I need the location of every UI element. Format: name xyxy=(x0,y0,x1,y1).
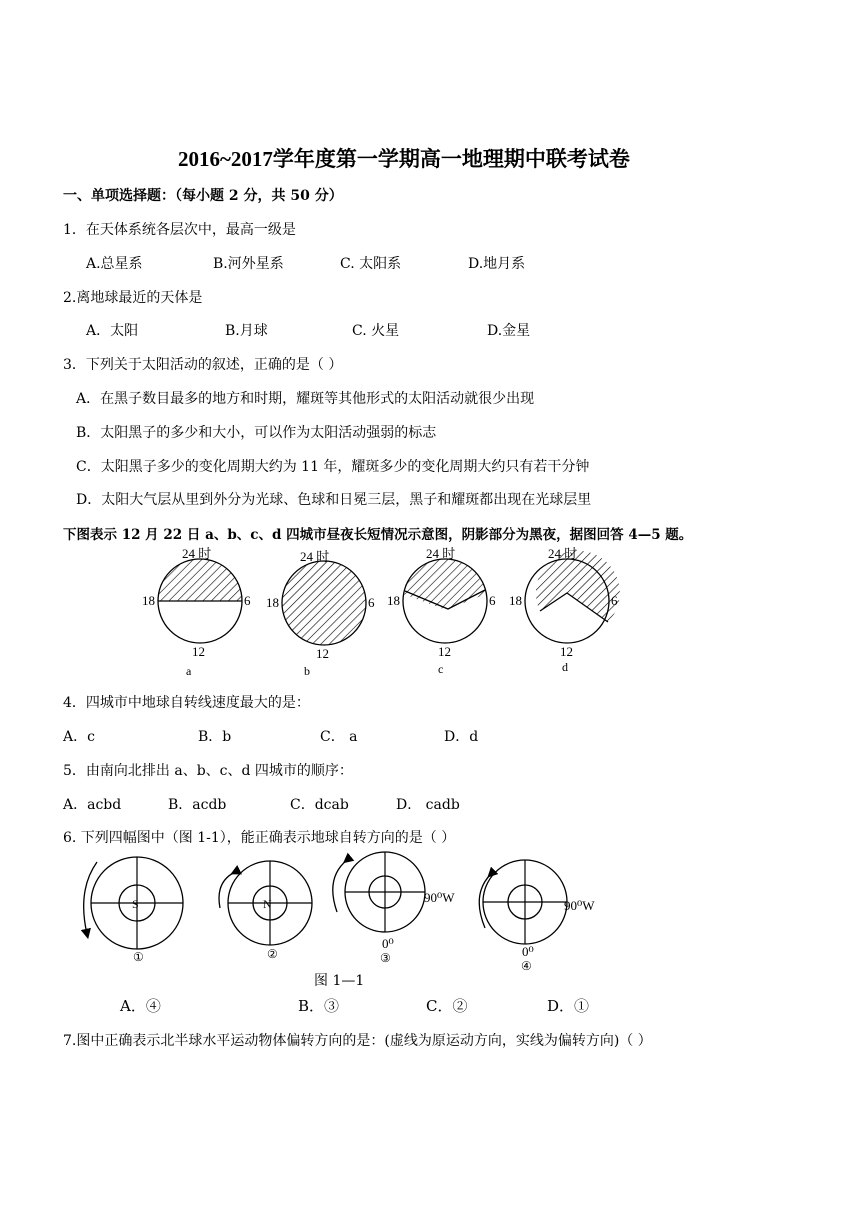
figure-caption: 图 1—1 xyxy=(314,973,365,989)
q3-option-d: D．太阳大气层从里到外分为光球、色球和日冕三层，黑子和耀斑都出现在光球层里 xyxy=(76,492,592,508)
day-night-figure xyxy=(130,546,650,680)
q4-option-d: D．d xyxy=(444,729,479,745)
diagram-number-3: ③ xyxy=(380,951,391,965)
diagram-number-2: ② xyxy=(267,947,278,961)
q2-option-c: C. 火星 xyxy=(352,323,400,339)
label-24h-a: 24 时 xyxy=(182,546,212,561)
rotation-diagram-2 xyxy=(219,861,312,961)
label-24h-c: 24 时 xyxy=(426,546,456,561)
question-3-stem: 3．下列关于太阳活动的叙述，正确的是（ ） xyxy=(63,357,343,373)
caption-c: c xyxy=(438,662,444,676)
q1-option-b: B.河外星系 xyxy=(213,256,284,272)
q3-option-c: C．太阳黑子多少的变化周期大约为 11 年，耀斑多少的变化周期大约只有若干分钟 xyxy=(76,459,590,475)
caption-b: b xyxy=(304,664,310,678)
pole-n-label: N xyxy=(263,897,272,911)
q4-option-a: A．c xyxy=(63,729,95,745)
meridian-0-label-4: 0⁰ xyxy=(522,944,534,959)
lon-90w-label-3: 90⁰W xyxy=(424,890,455,905)
diagram-c xyxy=(387,546,496,676)
label-6-b: 6 xyxy=(368,595,375,610)
diagram-d xyxy=(509,546,620,674)
q2-option-b: B.月球 xyxy=(225,323,268,339)
rotation-diagram-1 xyxy=(84,857,183,964)
label-18-c: 18 xyxy=(387,593,400,608)
diagram-number-1: ① xyxy=(133,950,144,964)
label-18-a: 18 xyxy=(142,593,155,608)
question-5-stem: 5．由南向北排出 a、b、c、d 四城市的顺序： xyxy=(63,763,353,779)
rotation-figure xyxy=(75,850,635,972)
label-18-d: 18 xyxy=(509,593,522,608)
rotation-diagram-4 xyxy=(479,860,595,972)
label-6-c: 6 xyxy=(489,593,496,608)
q6-option-b: B．③ xyxy=(298,997,340,1015)
diagram-b xyxy=(266,549,375,678)
question-7-stem: 7.图中正确表示北半球水平运动物体偏转方向的是：(虚线为原运动方向，实线为偏转方向)（ ） xyxy=(63,1033,652,1049)
rotation-diagram-3 xyxy=(333,852,455,965)
label-12-c: 12 xyxy=(438,644,451,659)
question-2-stem: 2.离地球最近的天体是 xyxy=(63,290,203,306)
q2-option-a: A．太阳 xyxy=(86,323,139,339)
q6-option-c: C．② xyxy=(426,997,468,1015)
label-24h-d: 24 时 xyxy=(548,546,578,561)
q6-option-a: A．④ xyxy=(120,997,161,1015)
questions-4-5-intro: 下图表示 12 月 22 日 a、b、c、d 四城市昼夜长短情况示意图，阴影部分为黑夜，据图回答 4—5 题。 xyxy=(63,527,693,543)
diagram-a xyxy=(142,546,251,678)
q1-option-d: D.地月系 xyxy=(468,256,526,272)
question-4-stem: 4．四城市中地球自转线速度最大的是： xyxy=(63,695,310,711)
q3-option-b: B．太阳黑子的多少和大小，可以作为太阳活动强弱的标志 xyxy=(76,425,437,441)
diagram-number-4: ④ xyxy=(521,959,532,972)
pole-s-label: S xyxy=(132,897,139,911)
label-6-a: 6 xyxy=(244,593,251,608)
lon-90w-label-4: 90⁰W xyxy=(564,898,595,913)
caption-d: d xyxy=(562,660,568,674)
label-18-b: 18 xyxy=(266,595,279,610)
q1-option-c: C. 太阳系 xyxy=(340,256,402,272)
q4-option-c: C． a xyxy=(320,729,358,745)
q5-option-a: A．acbd xyxy=(63,797,122,813)
page-title: 2016~2017学年度第一学期高一地理期中联考试卷 xyxy=(178,147,630,171)
q5-option-c: C．dcab xyxy=(290,797,349,813)
q5-option-d: D． cadb xyxy=(396,797,460,813)
q6-option-d: D．① xyxy=(547,997,590,1015)
q5-option-b: B．acdb xyxy=(168,797,227,813)
meridian-0-label-3: 0⁰ xyxy=(382,936,394,951)
label-12-d: 12 xyxy=(560,644,573,659)
label-12-a: 12 xyxy=(192,644,205,659)
q4-option-b: B．b xyxy=(198,729,232,745)
section-heading: 一、单项选择题：（每小题 2 分，共 50 分） xyxy=(63,188,343,204)
question-6-stem: 6. 下列四幅图中（图 1-1），能正确表示地球自转方向的是（ ） xyxy=(63,830,456,846)
q1-option-a: A.总星系 xyxy=(86,256,143,272)
label-24h-b: 24 时 xyxy=(300,549,330,564)
question-1-stem: 1．在天体系统各层次中，最高一级是 xyxy=(63,222,296,238)
caption-a: a xyxy=(186,664,192,678)
q3-option-a: A．在黑子数目最多的地方和时期，耀斑等其他形式的太阳活动就很少出现 xyxy=(76,391,535,407)
label-6-d: 6 xyxy=(611,593,618,608)
label-12-b: 12 xyxy=(316,646,329,661)
q2-option-d: D.金星 xyxy=(487,323,531,339)
